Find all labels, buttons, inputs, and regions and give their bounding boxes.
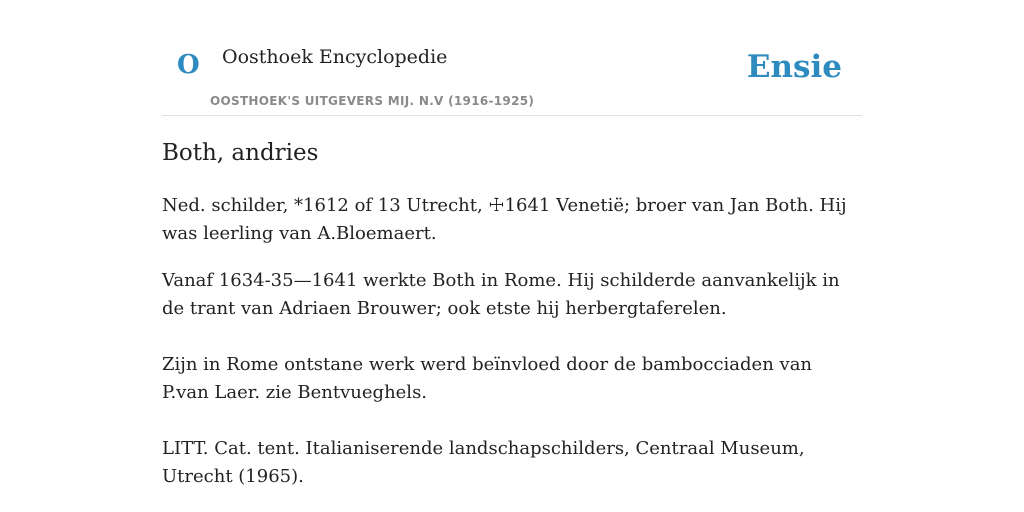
article-paragraph: LITT. Cat. tent. Italianiserende landschapschilders, Centraal Museum, Utrecht (1965).	[162, 438, 805, 487]
site-header	[162, 0, 862, 116]
page	[162, 0, 862, 487]
brand-logo[interactable]: Ensie	[746, 49, 842, 85]
article-paragraph: Vanaf 1634-35—1641 werkte Both in Rome. Hij schilderde aanvankelijk in de trant van Adriaen Brouwer; ook etste hij herbergtaferelen.	[162, 270, 840, 319]
site-logo[interactable]: O	[177, 50, 200, 80]
site-title[interactable]: Oosthoek Encyclopedie	[222, 46, 448, 68]
article-paragraph: Zijn in Rome ontstane werk werd beïnvloed door de bambocciaden van P.van Laer. zie Bentvueghels.	[162, 354, 813, 403]
entry-title: Both, andries	[162, 140, 319, 166]
publisher-label: OOSTHOEK'S UITGEVERS MIJ. N.V (1916-1925)	[210, 94, 535, 108]
article-paragraph: Ned. schilder, *1612 of 13 Utrecht, ☩1641 Venetië; broer van Jan Both. Hij was leerling van A.Bloemaert.	[162, 195, 847, 244]
